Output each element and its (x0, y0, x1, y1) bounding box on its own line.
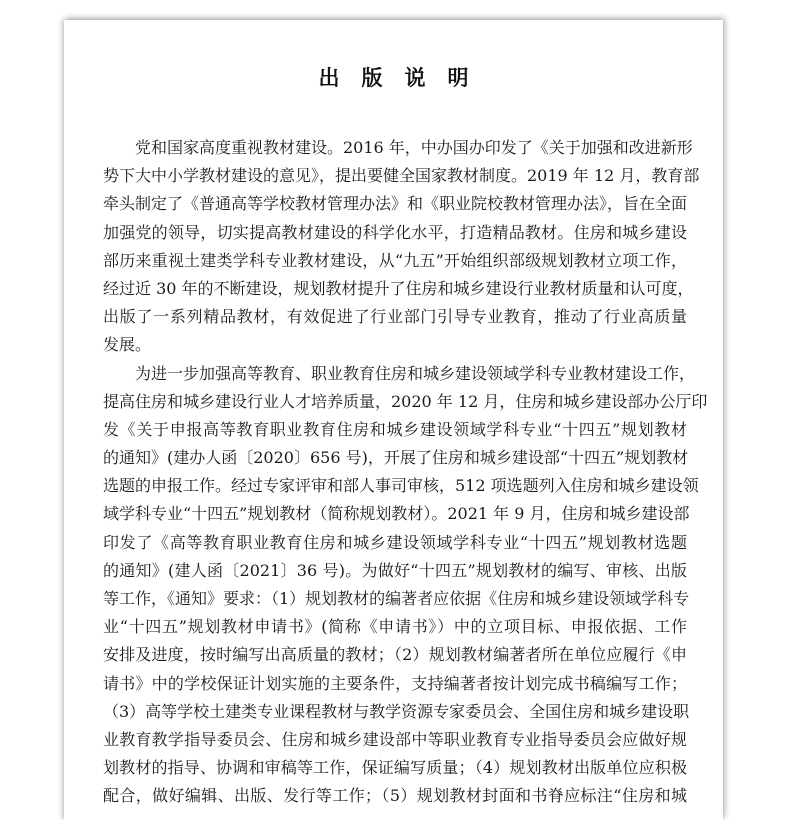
text-line: 发《关于申报高等教育职业教育住房和城乡建设领域学科专业“十四五”规划教材 (103, 419, 687, 439)
page-title: 出版说明 (318, 65, 491, 90)
text-line: 出版了一系列精品教材，有效促进了行业部门引导专业教育，推动了行业高质量 (103, 307, 687, 327)
text-line: 势下大中小学教材建设的意见》，提出要健全国家教材制度。2019 年 12 月，教育部 (103, 166, 700, 186)
text-line: 经过近 30 年的不断建设，规划教材提升了住房和城乡建设行业教材质量和认可度， (103, 278, 694, 298)
text-line: 的通知》(建人函〔2021〕36 号)。为做好“十四五”规划教材的编写、审核、出版 (103, 560, 687, 580)
text-line: 选题的申报工作。经过专家评审和部人事司审核，512 项选题列入住房和城乡建设领 (103, 476, 699, 496)
text-line: 牵头制定了《普通高等学校教材管理办法》和《职业院校教材管理办法》，旨在全面 (103, 194, 688, 214)
document-page (64, 20, 723, 820)
document-body (103, 134, 708, 811)
text-line: 业“十四五”规划教材申请书》(简称《申请书》）中的立项目标、申报依据、工作 (103, 617, 687, 637)
text-line: 的通知》(建办人函〔2020〕656 号)，开展了住房和城乡建设部“十四五”规划教材 (103, 448, 689, 468)
text-line: 发展。 (103, 335, 152, 355)
text-line: 党和国家高度重视教材建设。2016 年，中办国办印发了《关于加强和改进新形 (135, 138, 693, 157)
text-line: 为进一步加强高等教育、职业教育住房和城乡建设领域学科专业教材建设工作， (135, 363, 696, 383)
text-line: 加强党的领导，切实提高教材建设的科学化水平，打造精品教材。住房和城乡建设 (103, 222, 687, 242)
paragraph-1 (103, 134, 700, 360)
paragraph-2 (103, 360, 708, 811)
text-line: 域学科专业“十四五”规划教材（简称规划教材）。2021 年 9 月，住房和城乡建设部 (103, 504, 690, 524)
text-line: （3）高等学校土建类专业课程教材与教学资源专家委员会、全国住房和城乡建设职 (103, 701, 690, 721)
text-line: 请书》中的学校保证计划实施的主要条件，支持编著者按计划完成书稿编写工作； (103, 673, 687, 693)
text-line: 划教材的指导、协调和审稿等工作，保证编写质量；（4）规划教材出版单位应积极 (103, 758, 687, 778)
text-line: 印发了《高等教育职业教育住房和城乡建设领域学科专业“十四五”规划教材选题 (103, 532, 687, 552)
text-line: 提高住房和城乡建设行业人才培养质量，2020 年 12 月，住房和城乡建设部办公厅印 (103, 391, 708, 411)
text-line: 配合，做好编辑、出版、发行等工作；（5）规划教材封面和书脊应标注“住房和城 (103, 786, 687, 806)
text-line: 安排及进度，按时编写出高质量的教材；（2）规划教材编著者所在单位应履行《申 (103, 645, 687, 665)
text-line: 业教育教学指导委员会、住房和城乡建设部中等职业教育专业指导委员会应做好规 (103, 729, 687, 749)
text-line: 部历来重视土建类学科专业教材建设，从“九五”开始组织部级规划教材立项工作， (103, 250, 687, 270)
text-line: 等工作，《通知》要求：（1）规划教材的编著者应依据《住房和城乡建设领域学科专 (103, 589, 690, 608)
